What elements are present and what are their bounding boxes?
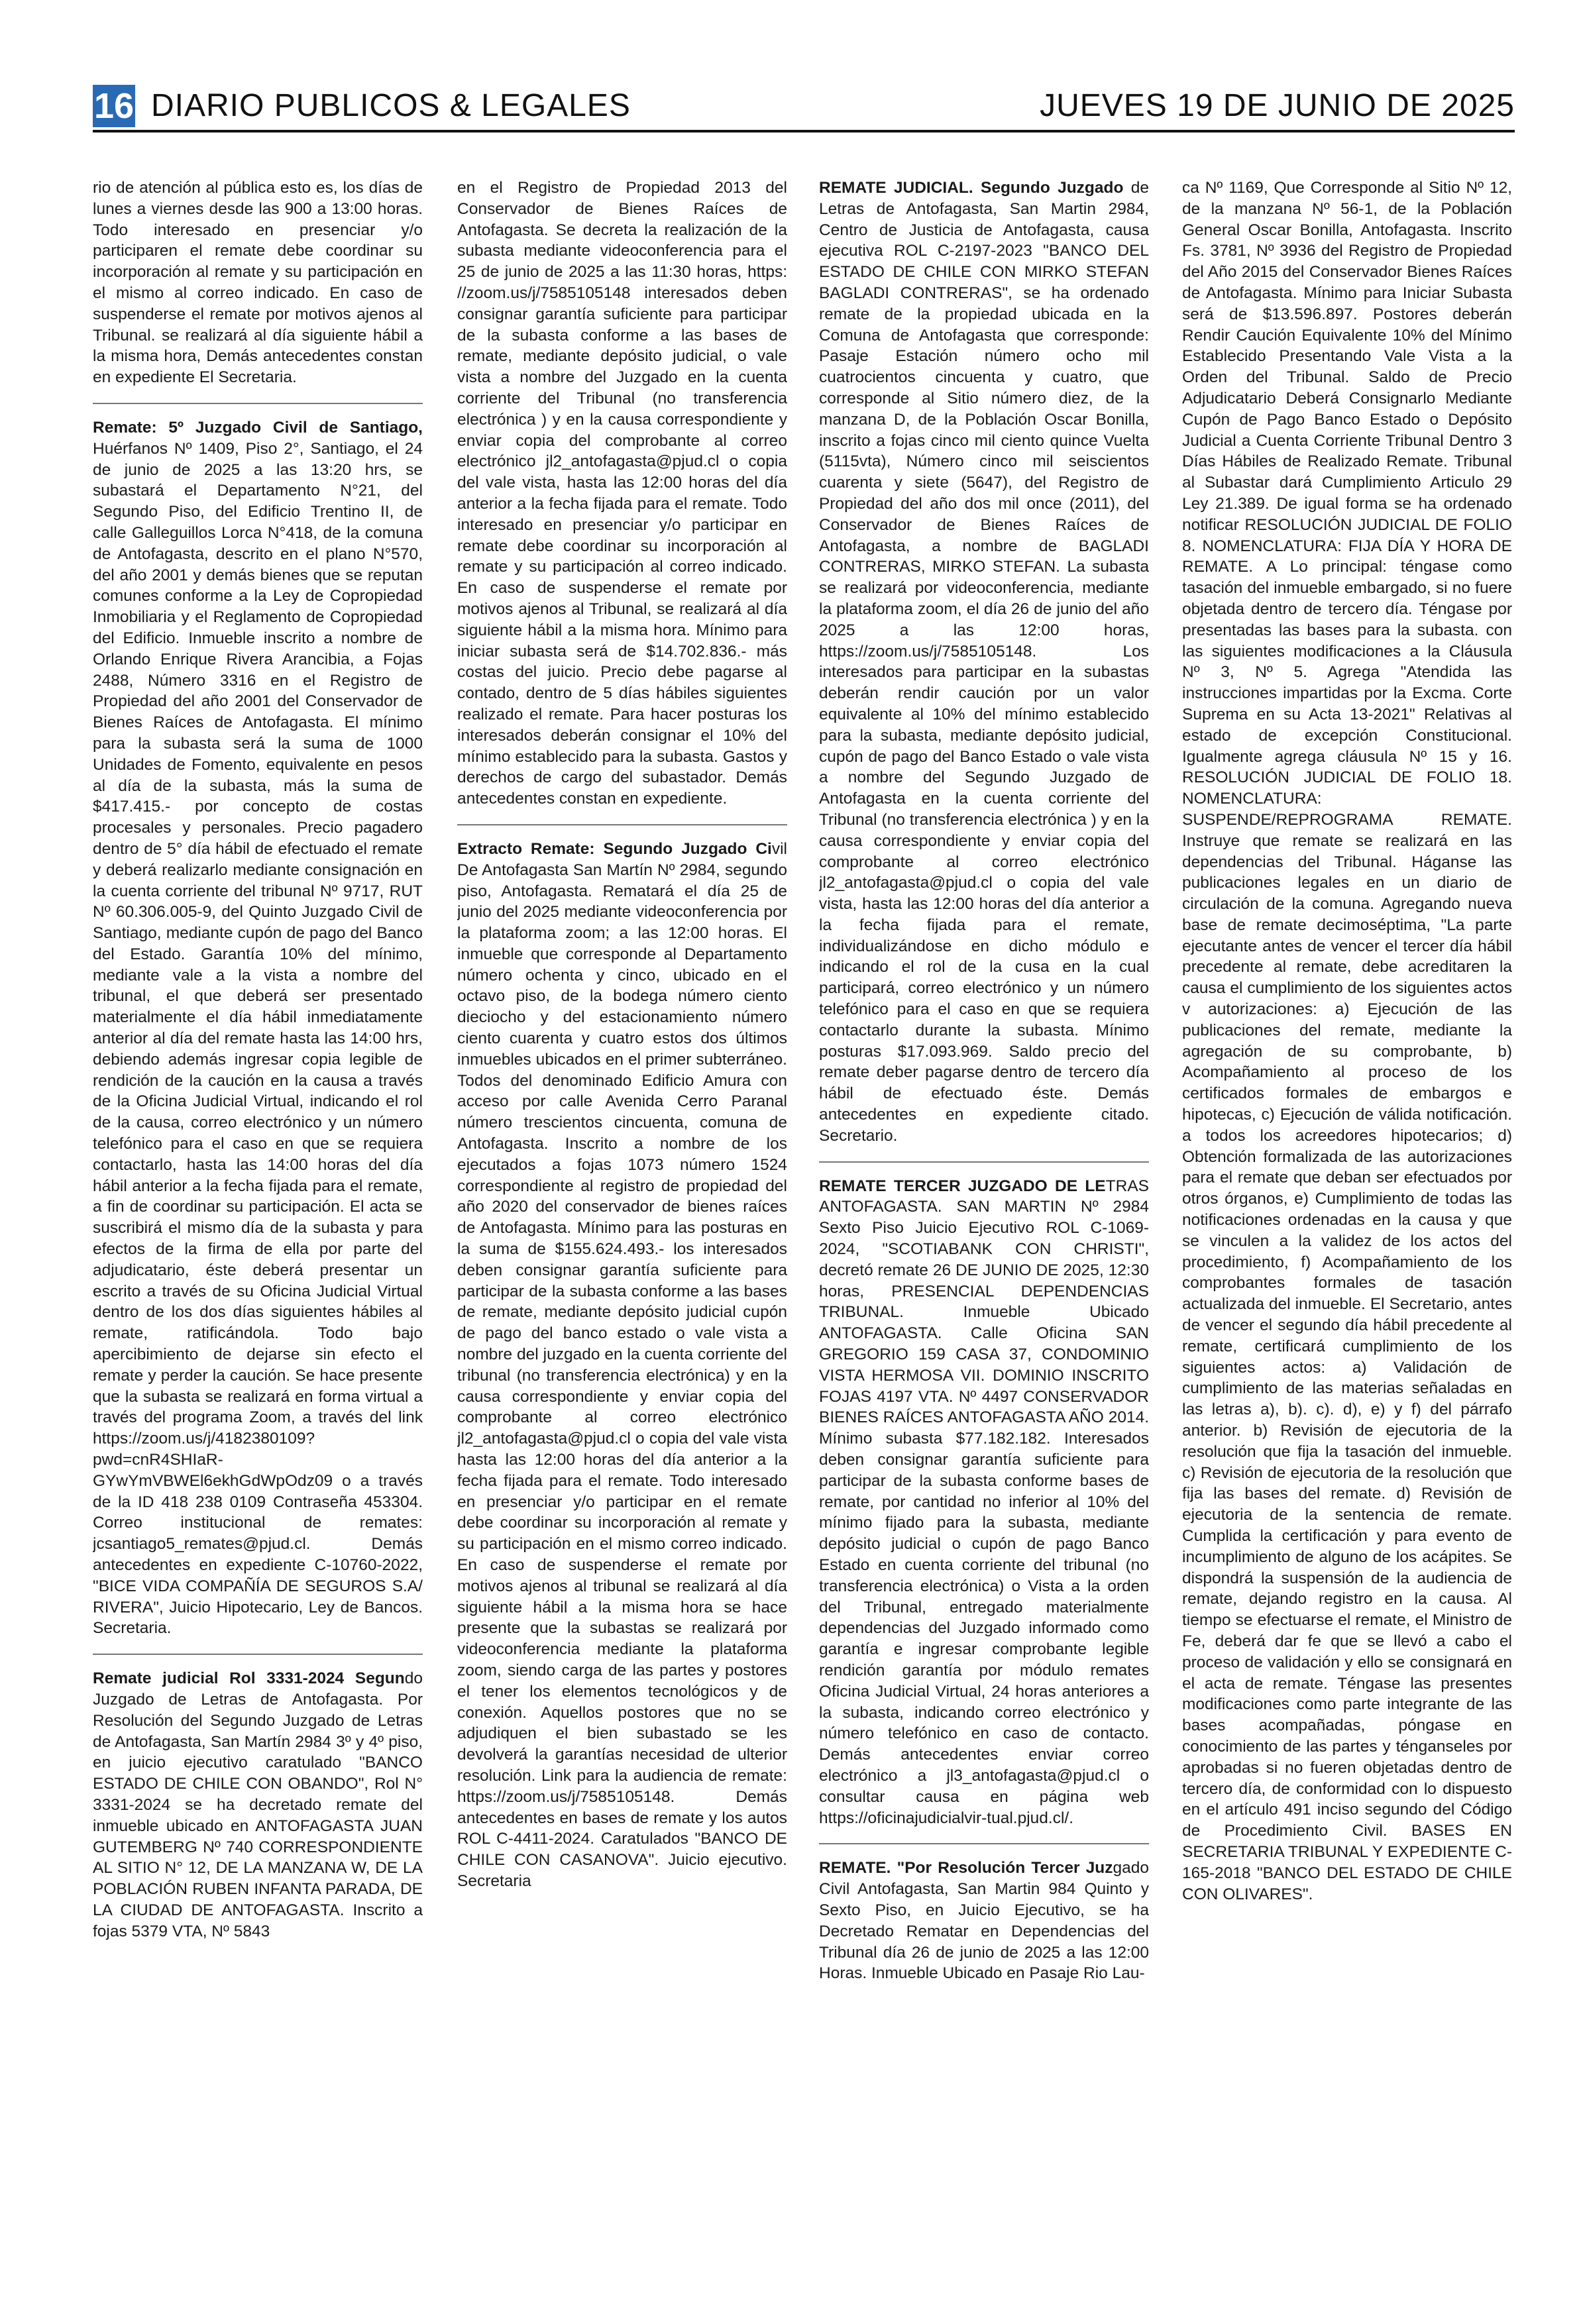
notice-heading: REMATE JUDICIAL. Segundo Juzgado	[819, 179, 1124, 197]
notice	[93, 1668, 423, 1942]
publication-date: JUEVES 19 DE JUNIO DE 2025	[1040, 88, 1515, 123]
notice-body: gado Civil Antofagasta, San Martin 984 Quinto y Sexto Piso, en Juicio Ejecutivo, se ha Decretado Rematar en Dependencias del Tribunal día 26 de junio de 2025 a las 12:00 Horas. Inmueble Ubicado en Pasaje Rio Lau-	[819, 1859, 1149, 1983]
header-rule	[93, 130, 1515, 132]
notice-heading: REMATE. "Por Resolución Tercer Juz	[819, 1859, 1113, 1877]
column-4	[1182, 178, 1512, 2298]
notice-heading: Extracto Remate: Segundo Juzgado Ci	[457, 839, 772, 858]
column-2	[457, 178, 787, 2298]
notice-divider	[457, 824, 787, 825]
notice-body: do Juzgado de Letras de Antofagasta. Por Resolución del Segundo Juzgado de Letras de Antofagasta, San Martín 2984 3º y 4º piso, en juicio ejecutivo caratulado "BANCO ESTADO DE CHILE CON OBANDO", Rol N° 3331-2024 se ha decretado remate del inmueble ubicado en ANTOFAGASTA JUAN GUTEMBERG Nº 740 CORRESPONDIENTE AL SITIO N° 12, DE LA MANZANA W, DE LA POBLACIÓN RUBEN INFANTA PARADA, DE LA CIUDAD DE ANTOFAGASTA. Inscrito a fojas 5379 VTA, Nº 5843	[93, 1669, 423, 1940]
notice	[819, 1858, 1149, 1984]
notice	[457, 839, 787, 1892]
column-3	[819, 178, 1149, 2298]
notice-continuation: rio de atención al pública esto es, los días de lunes a viernes desde las 900 a 13:00 horas. Todo interesado en presenciar y/o participaren el remate debe coordinar su incorporación al remate y su participación en el mismo al correo indicado. En caso de suspenderse el remate por motivos ajenos al Tribunal. se realizará al día siguiente hábil a la misma hora, Demás antecedentes constan en expediente El Secretaria.	[93, 179, 423, 387]
notice	[819, 1176, 1149, 1829]
publication-title: DIARIO PUBLICOS & LEGALES	[151, 88, 631, 123]
notice-divider	[819, 1843, 1149, 1844]
notice-divider	[93, 1654, 423, 1655]
notice-continuation: ca Nº 1169, Que Corresponde al Sitio Nº 12, de la manzana Nº 56-1, de la Población General Oscar Bonilla, Antofagasta. Inscrito Fs. 3781, Nº 3936 del Registro de Propiedad del Año 2015 del Conservador Bienes Raíces de Antofagasta. Mínimo para Iniciar Subasta será de $13.596.897. Postores deberán Rendir Caución Equivalente 10% del Mínimo Establecido Presentando Vale Vista a la Orden del Tribunal. Saldo de Precio Adjudicatario Deberá Consignarlo Mediante Cupón de Pago Banco Estado o Depósito Judicial a Cuenta Corriente Tribunal Dentro 3 Días Hábiles de Realizado Remate. Tribunal al Subastar dará Cumplimiento Articulo 29 Ley 21.389. De igual forma se ha ordenado notificar RESOLUCIÓN JUDICIAL DE FOLIO 8. NOMENCLATURA: FIJA DÍA Y HORA DE REMATE. A Lo principal: téngase como tasación del inmueble embargado, si no fuere objetada dentro de tercero día. Téngase por presentadas las bases para la subasta. con las siguientes modificaciones a la Cláusula Nº 3, Nº 5. Agrega "Atendida las instrucciones impartidas por la Excma. Corte Suprema en su Acta 13-2021" Relativas al estado de excepción Constitucional. Igualmente agrega cláusula Nº 15 y 16. RESOLUCIÓN JUDICIAL DE FOLIO 18. NOMENCLATURA: SUSPENDE/REPROGRAMA REMATE. Instruye que remate se realizará en las dependencias del Tribunal. Háganse las publicaciones legales en un diario de circulación de la comuna. Agregando nueva base de remate decimoséptima, "La parte ejecutante antes de vencer el tercer día hábil precedente al remate, debe acreditaren la causa el cumplimiento de los siguientes actos v autorizaciones: a) Ejecución de las publicaciones del remate, mediante la agregación de su comprobante, b) Acompañamiento al proceso de los certificados formales de embargos e hipotecas, c) Ejecución de válida notificación. a todos los acreedores hipotecarios; d) Obtención formalizada de las autorizaciones para el remate que deban ser efectuados por otros órganos, e) Cumplimiento de todas las notificaciones ordenadas en la causa y que se vinculen a la validez de los actos del procedimiento, f) Acompañamiento de los comprobantes formales de tasación actualizada del inmueble. El Secretario, antes de vencer el segundo día hábil precedente al remate, certificará cumplimiento de los siguientes actos: a) Validación de cumplimiento de las materias señaladas en las letras a), b). c). d), e) y f) del párrafo anterior. b) Revisión de ejecutoria de la resolución que fija la tasación del inmueble. c) Revisión de ejecutoria de la resolución que fija las bases del remate. d) Revisión de ejecutoria de la sentencia de remate. Cumplida la certificación y para evento de incumplimiento de alguno de los acápites. Se dispondrá la suspensión de la audiencia de remate, dejando registro en la causa. Al tiempo se efectuarse el remate, el Ministro de Fe, deberá dar fe que se llevó a cabo el proceso de validación y ello se consignará en el acta de remate. Téngase las presentes modificaciones como parte integrante de las bases acompañadas, póngase en conocimiento de las partes y ténganseles por aprobadas si no fueren objetadas dentro de tercero día, de conformidad con lo dispuesto en el artículo 491 inciso segundo del Código de Procedimiento Civil. BASES EN SECRETARIA TRIBUNAL Y EXPEDIENTE C-165-2018 "BANCO DEL ESTADO DE CHILE CON OLIVARES".	[1182, 179, 1512, 1903]
notice	[819, 178, 1149, 1147]
notice-body: vil De Antofagasta San Martín Nº 2984, segundo piso, Antofagasta. Rematará el día 25 de junio del 2025 mediante videoconferencia por la plataforma zoom; a las 12:00 horas. El inmueble que corresponde al Departamento número ochenta y cinco, ubicado en el octavo piso, de la bodega número ciento dieciocho y del estacionamiento número ciento cuarenta y cuatro estos dos últimos inmuebles ubicados en el primer subterráneo. Todos del denominado Edificio Amura con acceso por calle Avenida Cerro Paranal número trescientos cincuenta, comuna de Antofagasta. Inscrito a nombre de los ejecutados a fojas 1073 número 1524 correspondiente al registro de propiedad del año 2020 del conservador de bienes raíces de Antofagasta. Mínimo para las posturas en la suma de $155.624.493.- los interesados deben consignar garantía suficiente para participar de la subasta conforme a las bases de remate, mediante depósito judicial cupón de pago del banco estado o vale vista a nombre del juzgado en la cuenta corriente del tribunal (no transferencia electrónica) y en la causa correspondiente y enviar copia del comprobante al correo electrónico jl2_antofagasta@pjud.cl o copia del vale vista hasta las 12:00 horas del día anterior a la fecha fijada para el remate. Todo interesado en presenciar y/o participar en el remate debe coordinar su incorporación al remate y su participación en el mismo correo indicado. En caso de suspenderse el remate por motivos ajenos al tribunal se realizará al día siguiente hábil a la misma hora se hace presente que la subastas se realizará por videoconferencia mediante la plataforma zoom, siendo carga de las partes y postores el tener los elementos tecnológicos y de conexión. Aquellos postores que no se adjudiquen el bien subastado se les devolverá la garantías necesidad de ulterior resolución. Link para la audiencia de remate: https://zoom.us/j/7585105148. Demás antecedentes en bases de remate y los autos ROL C-4411-2024. Caratulados "BANCO DE CHILE CON CASANOVA". Juicio ejecutivo. Secretaria	[457, 839, 787, 1890]
notice-continuation: en el Registro de Propiedad 2013 del Conservador de Bienes Raíces de Antofagasta. Se decreta la realización de la subasta mediante videoconferencia para el 25 de junio de 2025 a las 11:30 horas, https: //zoom.us/j/7585105148 interesados deben consignar garantía suficiente para participar de la subasta conforme a las bases de remate, mediante depósito judicial, o vale vista a nombre del Juzgado en la cuenta corriente del Tribunal (no transferencia electrónica ) y en la causa correspondiente y enviar copia del comprobante al correo electrónico jl2_antofagasta@pjud.cl o copia del vale vista, hasta las 12:00 horas del día anterior a la fecha fijada para el remate. Todo interesado en presenciar y/o participar en remate debe coordinar su incorporación al remate y su participación al correo indicado. En caso de suspenderse el remate por motivos ajenos al Tribunal, se realizará al día siguiente hábil a la misma hora. Mínimo para iniciar subasta será de $14.702.836.- más costas del juicio. Precio debe pagarse al contado, dentro de 5 días hábiles siguientes realizado el remate. Para hacer posturas los interesados deberán consignar el 10% del mínimo establecido para la subasta. Gastos y derechos de cargo del subastador. Demás antecedentes constan en expediente.	[457, 179, 787, 808]
notice-divider	[93, 403, 423, 404]
notice-heading: REMATE TERCER JUZGADO DE LE	[819, 1177, 1106, 1195]
notice-body: TRAS ANTOFAGASTA. SAN MARTIN Nº 2984 Sexto Piso Juicio Ejecutivo ROL C-1069-2024, "SCOTIABANK CON CHRISTI", decretó remate 26 DE JUNIO DE 2025, 12:30 horas, PRESENCIAL DEPENDENCIAS TRIBUNAL. Inmueble Ubicado ANTOFAGASTA. Calle Oficina SAN GREGORIO 159 CASA 37, CONDOMINIO VISTA HERMOSA VII. DOMINIO INSCRITO FOJAS 4197 VTA. Nº 4497 CONSERVADOR BIENES RAÍCES ANTOFAGASTA AÑO 2014. Mínimo subasta $77.182.182. Interesados deben consignar garantía suficiente para participar de la subasta conforme bases de remate, por cantidad no inferior al 10% del mínimo fijado para la subasta, mediante depósito judicial o cupón de pago Banco Estado en cuenta corriente del tribunal (no transferencia electrónica) o Vista a la orden del Tribunal, entregado materialmente dependencias del Juzgado informado como garantía e ingresar comprobante legible rendición garantía por módulo remates Oficina Judicial Virtual, 24 horas anteriores a la subasta, indicando correo electrónico y número telefónico en caso de contacto. Demás antecedentes enviar correo electrónico a jl3_antofagasta@pjud.cl o consultar causa en página web https://oficinajudicialvir-tual.pjud.cl/.	[819, 1177, 1149, 1827]
notice-heading: Remate: 5º Juzgado Civil de Santiago,	[93, 418, 423, 437]
page-header	[93, 85, 1515, 127]
notice-body: Huérfanos Nº 1409, Piso 2°, Santiago, el 24 de junio de 2025 a las 13:20 hrs, se subastará el Departamento N°21, del Segundo Piso, del Edificio Trentino II, de calle Galleguillos Lorca N°418, de la comuna de Antofagasta, descrito en el plano N°570, del año 2001 y demás bienes que se reputan comunes conforme a la Ley de Copropiedad Inmobiliaria y el Reglamento de Copropiedad del Edificio. Inmueble inscrito a nombre de Orlando Enrique Rivera Arancibia, a Fojas 2488, Número 3316 en el Registro de Propiedad del año 2001 del Conservador de Bienes Raíces de Antofagasta. El mínimo para la subasta será la suma de 1000 Unidades de Fomento, equivalente en pesos al día de la subasta, más la suma de $417.415.- por concepto de costas procesales y personales. Precio pagadero dentro de 5° día hábil de efectuado el remate y deberá realizarlo mediante consignación en la cuenta corriente del tribunal Nº 9717, RUT Nº 60.306.005-9, del Quinto Juzgado Civil de Santiago, mediante cupón de pago del Banco del Estado. Garantía 10% del mínimo, mediante vale a la vista a nombre del tribunal, el que deberá ser presentado materialmente el día hábil inmediatamente anterior al día del remate hasta las 14:00 hrs, debiendo además ingresar copia legible de rendición de la caución en la causa a través de la Oficina Judicial Virtual, indicando el rol de la causa, correo electrónico y un número telefónico para el caso en que se requiera contactarlo, hasta las 14:00 horas del día hábil anterior a la fecha fijada para el remate, a fin de coordinar su participación. El acta se suscribirá el mismo día de la subasta y para efectos de la firma de ella por parte del adjudicatario, éste deberá presentar un escrito a través de su Oficina Judicial Virtual dentro de los dos días siguientes hábiles al remate, ratificándola. Todo bajo apercibimiento de dejarse sin efecto el remate y perder la caución. Se hace presente que la subasta se realizará en forma virtual a través del programa Zoom, a través del link https://zoom.us/j/4182380109?pwd=cnR4SHIaR-GYwYmVBWEl6ekhGdWpOdz09 o a través de la ID 418 238 0109 Contraseña 453304. Correo institucional de remates: jcsantiago5_remates@pjud.cl. Demás antecedentes en expediente C-10760-2022, "BICE VIDA COMPAÑÍA DE SEGUROS S.A/ RIVERA", Juicio Hipotecario, Ley de Bancos. Secretaria.	[93, 439, 423, 1638]
notice-heading: Remate judicial Rol 3331-2024 Segun	[93, 1669, 405, 1688]
notice-divider	[819, 1161, 1149, 1163]
page-number: 16	[93, 86, 135, 126]
column-1	[93, 178, 423, 2298]
notice-body: de Letras de Antofagasta, San Martin 2984, Centro de Justicia de Antofagasta, causa ejecutiva ROL C-2197-2023 "BANCO DEL ESTADO DE CHILE CON MIRKO STEFAN BAGLADI CONTRERAS", se ha ordenado remate de la propiedad ubicada en la Comuna de Antofagasta que corresponde: Pasaje Estación número ocho mil cuatrocientos cincuenta y cuatro, que corresponde al Sitio número diez, de la manzana D, de la Población Oscar Bonilla, inscrito a fojas cinco mil ciento quince Vuelta (5115vta), Número cinco mil seiscientos cuarenta y siete (5647), del Registro de Propiedad del año dos mil once (2011), del Conservador de Bienes Raíces de Antofagasta, a nombre de BAGLADI CONTRERAS, MIRKO STEFAN. La subasta se realizará por videoconferencia, mediante la plataforma zoom, el día 26 de junio del año 2025 a las 12:00 horas, https://zoom.us/j/7585105148. Los interesados para participar en la subastas deberán rendir caución por un valor equivalente al 10% del mínimo establecido para la subasta, mediante depósito judicial, cupón de pago del Banco Estado o vale vista a nombre del Segundo Juzgado de Antofagasta en la cuenta corriente del Tribunal (no transferencia electrónica ) y en la causa correspondiente y enviar copia del comprobante al correo electrónico jl2_antofagasta@pjud.cl o copia del vale vista, hasta las 12:00 horas del día anterior a la fecha fijada para el remate, individualizándose en dicho módulo e indicando el rol de la cusa en la cual participará, correo electrónico y un número telefónico para el caso en que se requiera contactarlo durante la subasta. Mínimo posturas $17.093.969. Saldo precio del remate deber pagarse dentro de tercero día hábil de efectuado éste. Demás antecedentes en expediente citado. Secretario.	[819, 179, 1149, 1145]
notice	[93, 417, 423, 1639]
